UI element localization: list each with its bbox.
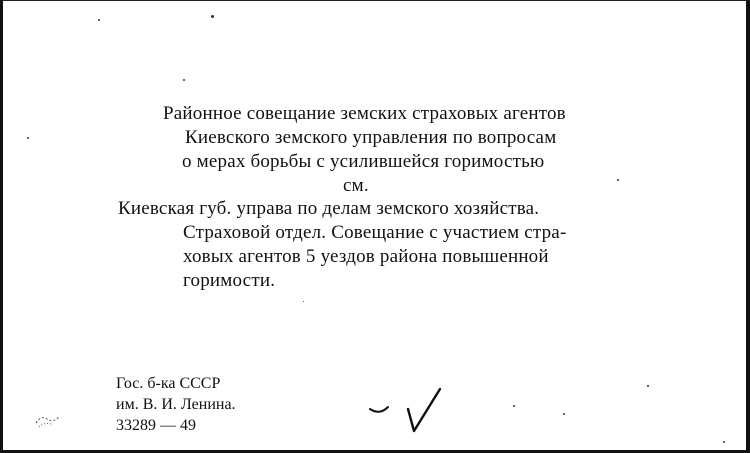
handwritten-checkmark-icon [368, 385, 448, 435]
dust-speck [723, 441, 725, 443]
card-title [163, 102, 663, 198]
dust-speck [563, 413, 565, 415]
smudge-mark [33, 409, 63, 431]
library-line-2: им. В. И. Ленина. [116, 396, 236, 413]
dust-speck [211, 15, 214, 18]
dust-speck [183, 79, 185, 81]
source-line-3: ховых агентов 5 уездов района повышенной [183, 246, 549, 267]
source-line-1: Киевская губ. управа по делам земского хозяйства. [118, 198, 540, 219]
dust-speck [647, 385, 649, 387]
title-line-1: Районное совещание земских страховых агентов [163, 103, 566, 124]
source-line-2: Страховой отдел. Совещание с участием стра- [183, 222, 567, 243]
source-line-4: горимости. [183, 270, 276, 291]
card-source [118, 197, 663, 293]
title-line-3: о мерах борьбы с усилившейся горимостью [182, 151, 545, 172]
library-line-3: 33289 — 49 [116, 417, 196, 434]
dust-speck [617, 179, 619, 181]
library-stamp [116, 373, 236, 436]
dust-speck [98, 19, 100, 21]
dust-speck [513, 405, 515, 407]
dust-speck [27, 137, 29, 139]
dust-speck [303, 301, 304, 302]
title-line-4: см. [343, 175, 369, 196]
library-line-1: Гос. б-ка СССР [116, 375, 221, 392]
title-line-2: Киевского земского управления по вопросам [185, 127, 557, 148]
